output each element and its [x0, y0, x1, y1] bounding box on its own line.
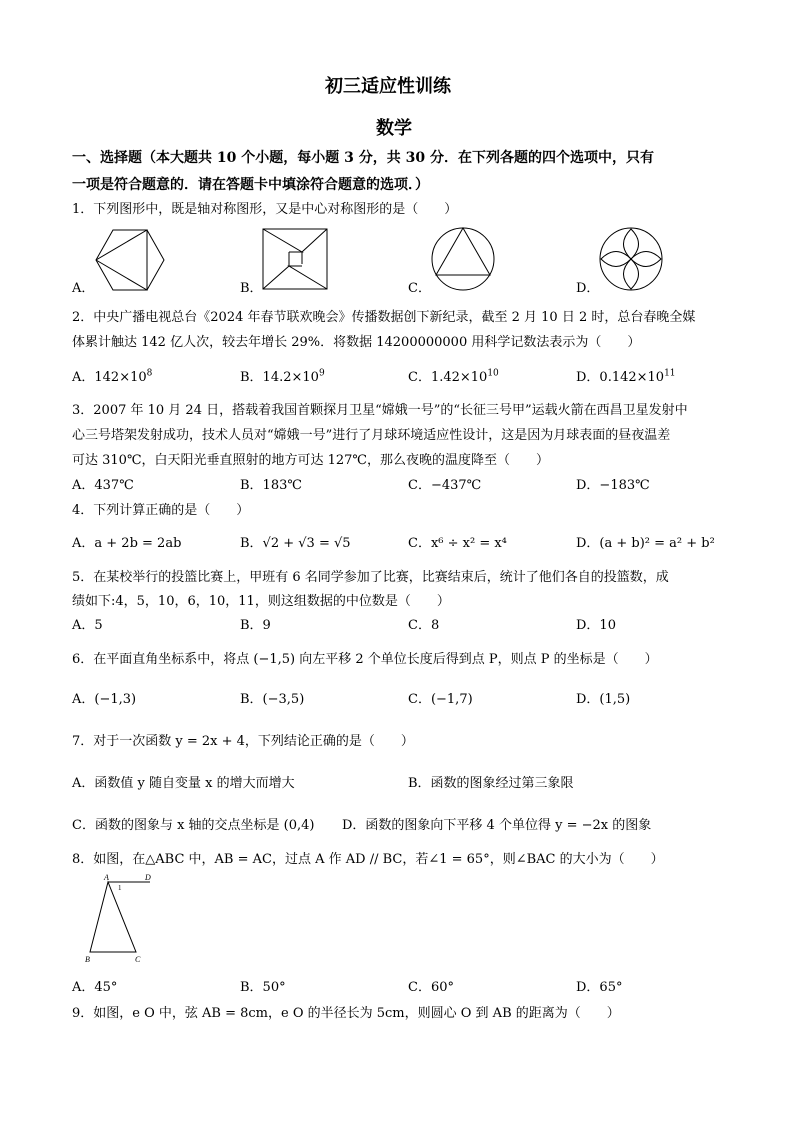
- q2-option-a: A．$142\times 10^8$: [72, 368, 153, 385]
- q6-option-d: D．(1,5): [576, 692, 631, 707]
- q9-stem: 9．如图，e O 中，弦 AB = 8cm，e O 的半径长为 5cm，则圆心 O 到 AB 的距离为（ ）: [72, 1006, 620, 1021]
- q3-option-b: B．183℃: [240, 478, 302, 493]
- fig-label-d: D: [145, 873, 151, 882]
- q4-option-c: C．x⁶ ÷ x² = x⁴: [408, 536, 507, 551]
- q8-option-c: C．60°: [408, 980, 454, 995]
- q4-option-d: D．(a + b)² = a² + b²: [576, 536, 715, 551]
- page-title: 初三适应性训练: [325, 76, 451, 97]
- q8-stem: 8．如图，在△ABC 中，AB = AC，过点 A 作 AD // BC，若∠1 = 65°，则∠BAC 的大小为（ ）: [72, 852, 664, 867]
- q4-option-b: B．√2 + √3 = √5: [240, 536, 351, 551]
- q7-stem: 7．对于一次函数 y = 2x + 4，下列结论正确的是（ ）: [72, 734, 414, 749]
- q1-option-b: B．: [240, 281, 263, 296]
- q3-option-a: A．437℃: [72, 478, 134, 493]
- q2-option-b: B．$14.2\times 10^9$: [240, 368, 325, 385]
- fig-label-angle1: 1: [118, 884, 122, 892]
- q8-option-a: A．45°: [72, 980, 118, 995]
- q3-stem-line2: 心三号塔架发射成功，技术人员对“嫦娥一号”进行了月球环境适应性设计，这是因为月球表面的昼夜温差: [72, 428, 671, 443]
- section-heading-line2: 一项是符合题意的．请在答题卡中填涂符合题意的选项．）: [72, 177, 429, 193]
- circle-petals-figure: [598, 226, 664, 292]
- q6-stem: 6．在平面直角坐标系中，将点 (−1,5) 向左平移 2 个单位长度后得到点 P，则点 P 的坐标是（ ）: [72, 652, 658, 667]
- q4-option-a: A．a + 2b = 2ab: [72, 536, 182, 551]
- q7-option-b: B．函数的图象经过第三象限: [408, 776, 574, 791]
- q3-option-c: C．−437℃: [408, 478, 482, 493]
- q1-option-a: A．: [72, 281, 95, 296]
- q8-option-b: B．50°: [240, 980, 286, 995]
- q4-stem: 4．下列计算正确的是（ ）: [72, 503, 250, 518]
- q1-stem: 1．下列图形中，既是轴对称图形，又是中心对称图形的是（ ）: [72, 202, 458, 217]
- q3-stem-line1: 3．2007 年 10 月 24 日，搭载着我国首颗探月卫星“嫦娥一号”的“长征三号甲”运载火箭在西昌卫星发射中: [72, 403, 688, 418]
- hexagon-figure: [95, 228, 165, 292]
- q5-option-b: B．9: [240, 618, 271, 633]
- q5-stem-line2: 绩如下:4，5，10，6，10，11，则这组数据的中位数是（ ）: [72, 594, 450, 609]
- square-pinwheel-figure: [262, 228, 328, 290]
- q8-option-d: D．65°: [576, 980, 623, 995]
- q5-stem-line1: 5．在某校举行的投篮比赛上，甲班有 6 名同学参加了比赛，比赛结束后，统计了他们各自的投篮数，成: [72, 570, 669, 585]
- section-heading-line1: 一、选择题（本大题共 10 个小题，每小题 3 分，共 30 分．在下列各题的四个选项中，只有: [72, 150, 654, 166]
- subject-title: 数学: [376, 118, 412, 139]
- q5-option-c: C．8: [408, 618, 440, 633]
- q5-option-a: A．5: [72, 618, 103, 633]
- fig-label-c: C: [135, 955, 141, 964]
- q2-stem-line1: 2．中央广播电视总台《2024 年春节联欢晚会》传播数据创下新纪录，截至 2 月 10 日 2 时，总台春晚全媒: [72, 310, 696, 325]
- q3-stem-line3: 可达 310℃，白天阳光垂直照射的地方可达 127℃，那么夜晚的温度降至（ ）: [72, 453, 549, 468]
- q7-option-a: A．函数值 y 随自变量 x 的增大而增大: [72, 776, 295, 791]
- triangle-abc-figure: [80, 870, 160, 966]
- q2-option-c: C．$1.42\times 10^{10}$: [408, 368, 499, 385]
- q2-option-d: D．$0.142\times 10^{11}$: [576, 368, 676, 385]
- q2-stem-line2: 体累计触达 142 亿人次，较去年增长 29%．将数据 14200000000 用科学记数法表示为（ ）: [72, 335, 641, 350]
- q5-option-d: D．10: [576, 618, 616, 633]
- q6-option-b: B．(−3,5): [240, 692, 305, 707]
- q6-option-a: A．(−1,3): [72, 692, 137, 707]
- q1-option-c: C．: [408, 281, 431, 296]
- q3-option-d: D．−183℃: [576, 478, 650, 493]
- q7-option-c: C．函数的图象与 x 轴的交点坐标是 (0,4): [72, 818, 315, 833]
- circle-triangle-figure: [430, 226, 496, 292]
- fig-label-b: B: [85, 955, 90, 964]
- fig-label-a: A: [104, 873, 109, 882]
- q6-option-c: C．(−1,7): [408, 692, 473, 707]
- q7-option-d: D．函数的图象向下平移 4 个单位得 y = −2x 的图象: [342, 818, 652, 833]
- q1-option-d: D．: [576, 281, 600, 296]
